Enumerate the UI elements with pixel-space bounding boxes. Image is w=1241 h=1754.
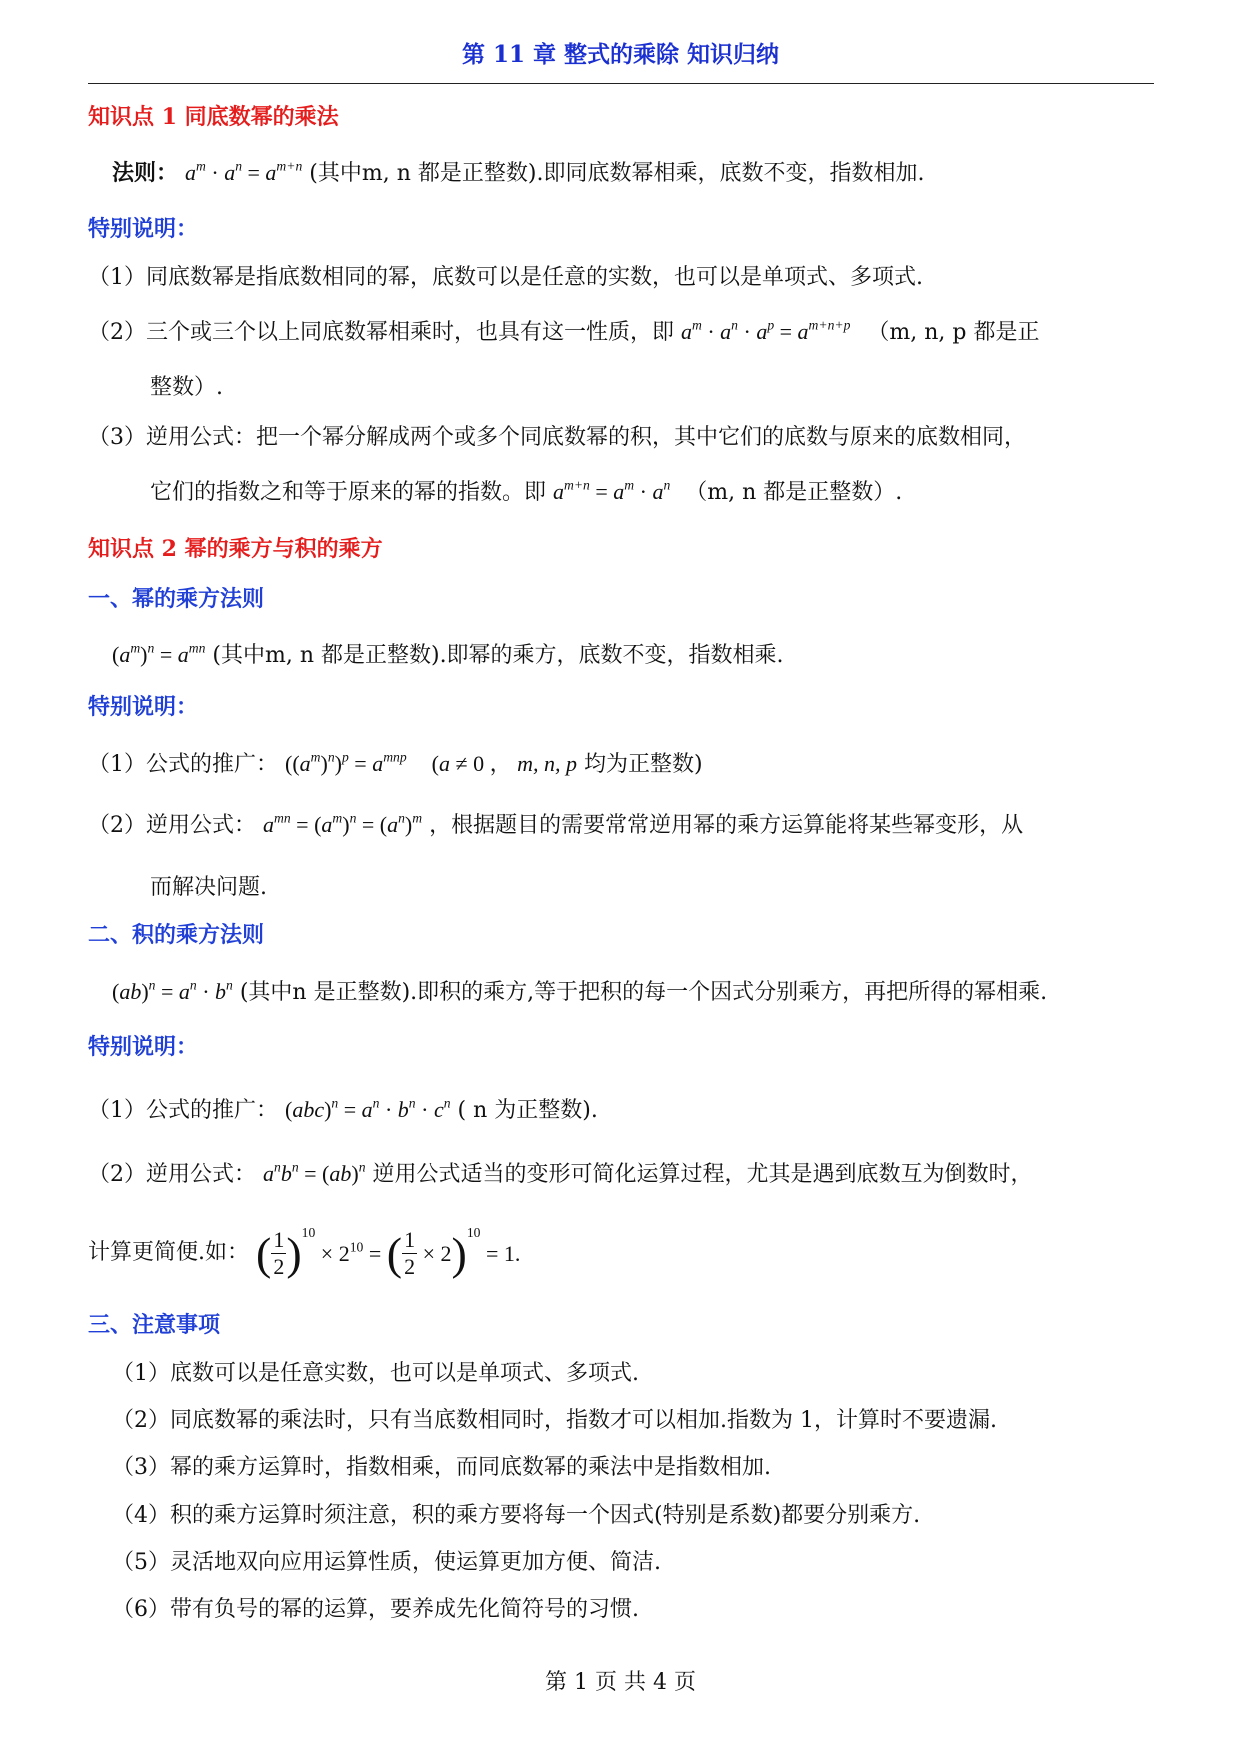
kp2-sec2-rule: [112, 975, 1047, 1006]
kp2-heading: 知识点 2 幂的乘方与积的乘方: [88, 536, 383, 562]
kp2-s1-item2-desc: ，根据题目的需要常常逆用幂的乘方运算能将某些幂变形，从: [429, 813, 1024, 838]
kp1-rule-line: [112, 156, 924, 187]
kp2-s1-item2-formula: $a^{mn} = (a^m)^n = (a^n)^m$: [263, 810, 423, 837]
kp2-sec3-heading: 三、注意事项: [88, 1312, 221, 1338]
note-5: （5）灵活地双向应用运算性质，使运算更加方便、简洁.: [112, 1550, 661, 1575]
kp2-s2-item1-text: （1）公式的推广：: [88, 1098, 278, 1123]
kp1-rule-text: (其中m, n 都是正整数).即同底数幂相乘，底数不变，指数相加.: [309, 161, 925, 186]
kp1-rule-formula: $a^m \cdot a^n = a^{m+n}$: [185, 158, 303, 185]
kp2-s1-item1-text: （1）公式的推广：: [88, 752, 278, 777]
kp1-item3-formula: $a^{m+n} = a^m \cdot a^n$: [553, 477, 671, 504]
kp2-special2-label: 特别说明：: [88, 1034, 199, 1060]
page-title: 第 11 章 整式的乘除 知识归纳: [461, 41, 780, 68]
kp1-item2-cont: 整数）.: [150, 375, 223, 400]
kp2-s2-example-formula: ( $\frac{1}{2}$ )$^{10} \times 2^{10}$ = ( $\frac{1}{2}$ × 2)$^{10}$ = 1.: [256, 1225, 521, 1280]
note-3: （3）幂的乘方运算时，指数相乘，而同底数幂的乘法中是指数相加.: [112, 1455, 771, 1480]
kp1-item3: （3）逆用公式：把一个幂分解成两个或多个同底数幂的积，其中它们的底数与原来的底数相同，: [88, 425, 1027, 450]
note-4: （4）积的乘方运算时须注意，积的乘方要将每一个因式(特别是系数)都要分别乘方.: [112, 1503, 921, 1528]
kp2-s1-item1: [88, 747, 703, 778]
kp1-item3-text: 它们的指数之和等于原来的幂的指数。即: [150, 480, 547, 505]
kp2-sec1-text: (其中m, n 都是正整数).即幂的乘方，底数不变，指数相乘.: [212, 643, 784, 668]
kp2-sec2-heading: 二、积的乘方法则: [88, 922, 265, 948]
kp2-s1-item2-text: （2）逆用公式：: [88, 813, 256, 838]
kp1-item2: [88, 315, 1040, 346]
kp2-s1-item2: [88, 808, 1023, 839]
kp2-s2-item1-formula: $(abc)^n = a^n \cdot b^n \cdot c^n$: [285, 1095, 451, 1122]
kp2-s2-example: [88, 1222, 520, 1282]
kp1-item3-cont: [150, 475, 902, 506]
title-divider: [88, 83, 1154, 84]
kp2-sec2-text: (其中n 是正整数).即积的乘方,等于把积的每一个因式分别乘方，再把所得的幂相乘.: [239, 980, 1048, 1005]
kp2-s2-item2: [88, 1157, 1033, 1188]
kp2-special1-label: 特别说明：: [88, 694, 199, 720]
kp1-heading: 知识点 1 同底数幂的乘法: [88, 104, 339, 130]
kp1-rule-label: 法则：: [112, 160, 179, 186]
kp2-s1-item2-cont: 而解决问题.: [150, 875, 267, 900]
note-1: （1）底数可以是任意实数，也可以是单项式、多项式.: [112, 1361, 639, 1386]
kp1-special-label: 特别说明：: [88, 216, 199, 242]
kp2-s2-example-text: 计算更简便.如：: [88, 1240, 249, 1265]
kp1-item2-cond: （m, n, p 都是正: [867, 320, 1040, 345]
kp2-sec1-rule: [112, 638, 784, 669]
note-6: （6）带有负号的幂的运算，要养成先化简符号的习惯.: [112, 1597, 639, 1622]
kp2-s2-item1: [88, 1093, 598, 1124]
kp1-item3-cond: （m, n 都是正整数）.: [685, 480, 903, 505]
kp2-s2-item2-text: （2）逆用公式：: [88, 1162, 256, 1187]
kp2-s2-item2-desc: 逆用公式适当的变形可简化运算过程，尤其是遇到底数互为倒数时，: [372, 1162, 1033, 1187]
page-footer: 第 1 页 共 4 页: [545, 1670, 696, 1695]
kp2-sec1-formula: $(a^m)^n = a^{mn}$: [112, 640, 206, 667]
kp2-s1-item1-cond: 均为正整数): [583, 752, 703, 777]
kp2-s1-item1-formula: $((a^m)^n)^p = a^{mnp}$: [285, 749, 407, 776]
kp1-item2-text: （2）三个或三个以上同底数幂相乘时，也具有这一性质，即: [88, 320, 674, 345]
kp2-s1-item1-cond-math: (a ≠ 0 ， m, n, p: [431, 751, 577, 776]
kp2-s2-item2-formula: $a^nb^n = (ab)^n$: [263, 1159, 366, 1186]
kp2-sec2-formula: $(ab)^n = a^n \cdot b^n$: [112, 977, 233, 1004]
kp1-item1: （1）同底数幂是指底数相同的幂，底数可以是任意的实数，也可以是单项式、多项式.: [88, 265, 923, 290]
note-2: （2）同底数幂的乘法时，只有当底数相同时，指数才可以相加.指数为 1，计算时不要遗漏.: [112, 1408, 997, 1433]
kp2-s2-item1-cond: ( n 为正整数).: [457, 1098, 598, 1123]
kp2-sec1-heading: 一、幂的乘方法则: [88, 586, 265, 612]
kp1-item2-formula: $a^m \cdot a^n \cdot a^p = a^{m+n+p}$: [681, 317, 851, 344]
